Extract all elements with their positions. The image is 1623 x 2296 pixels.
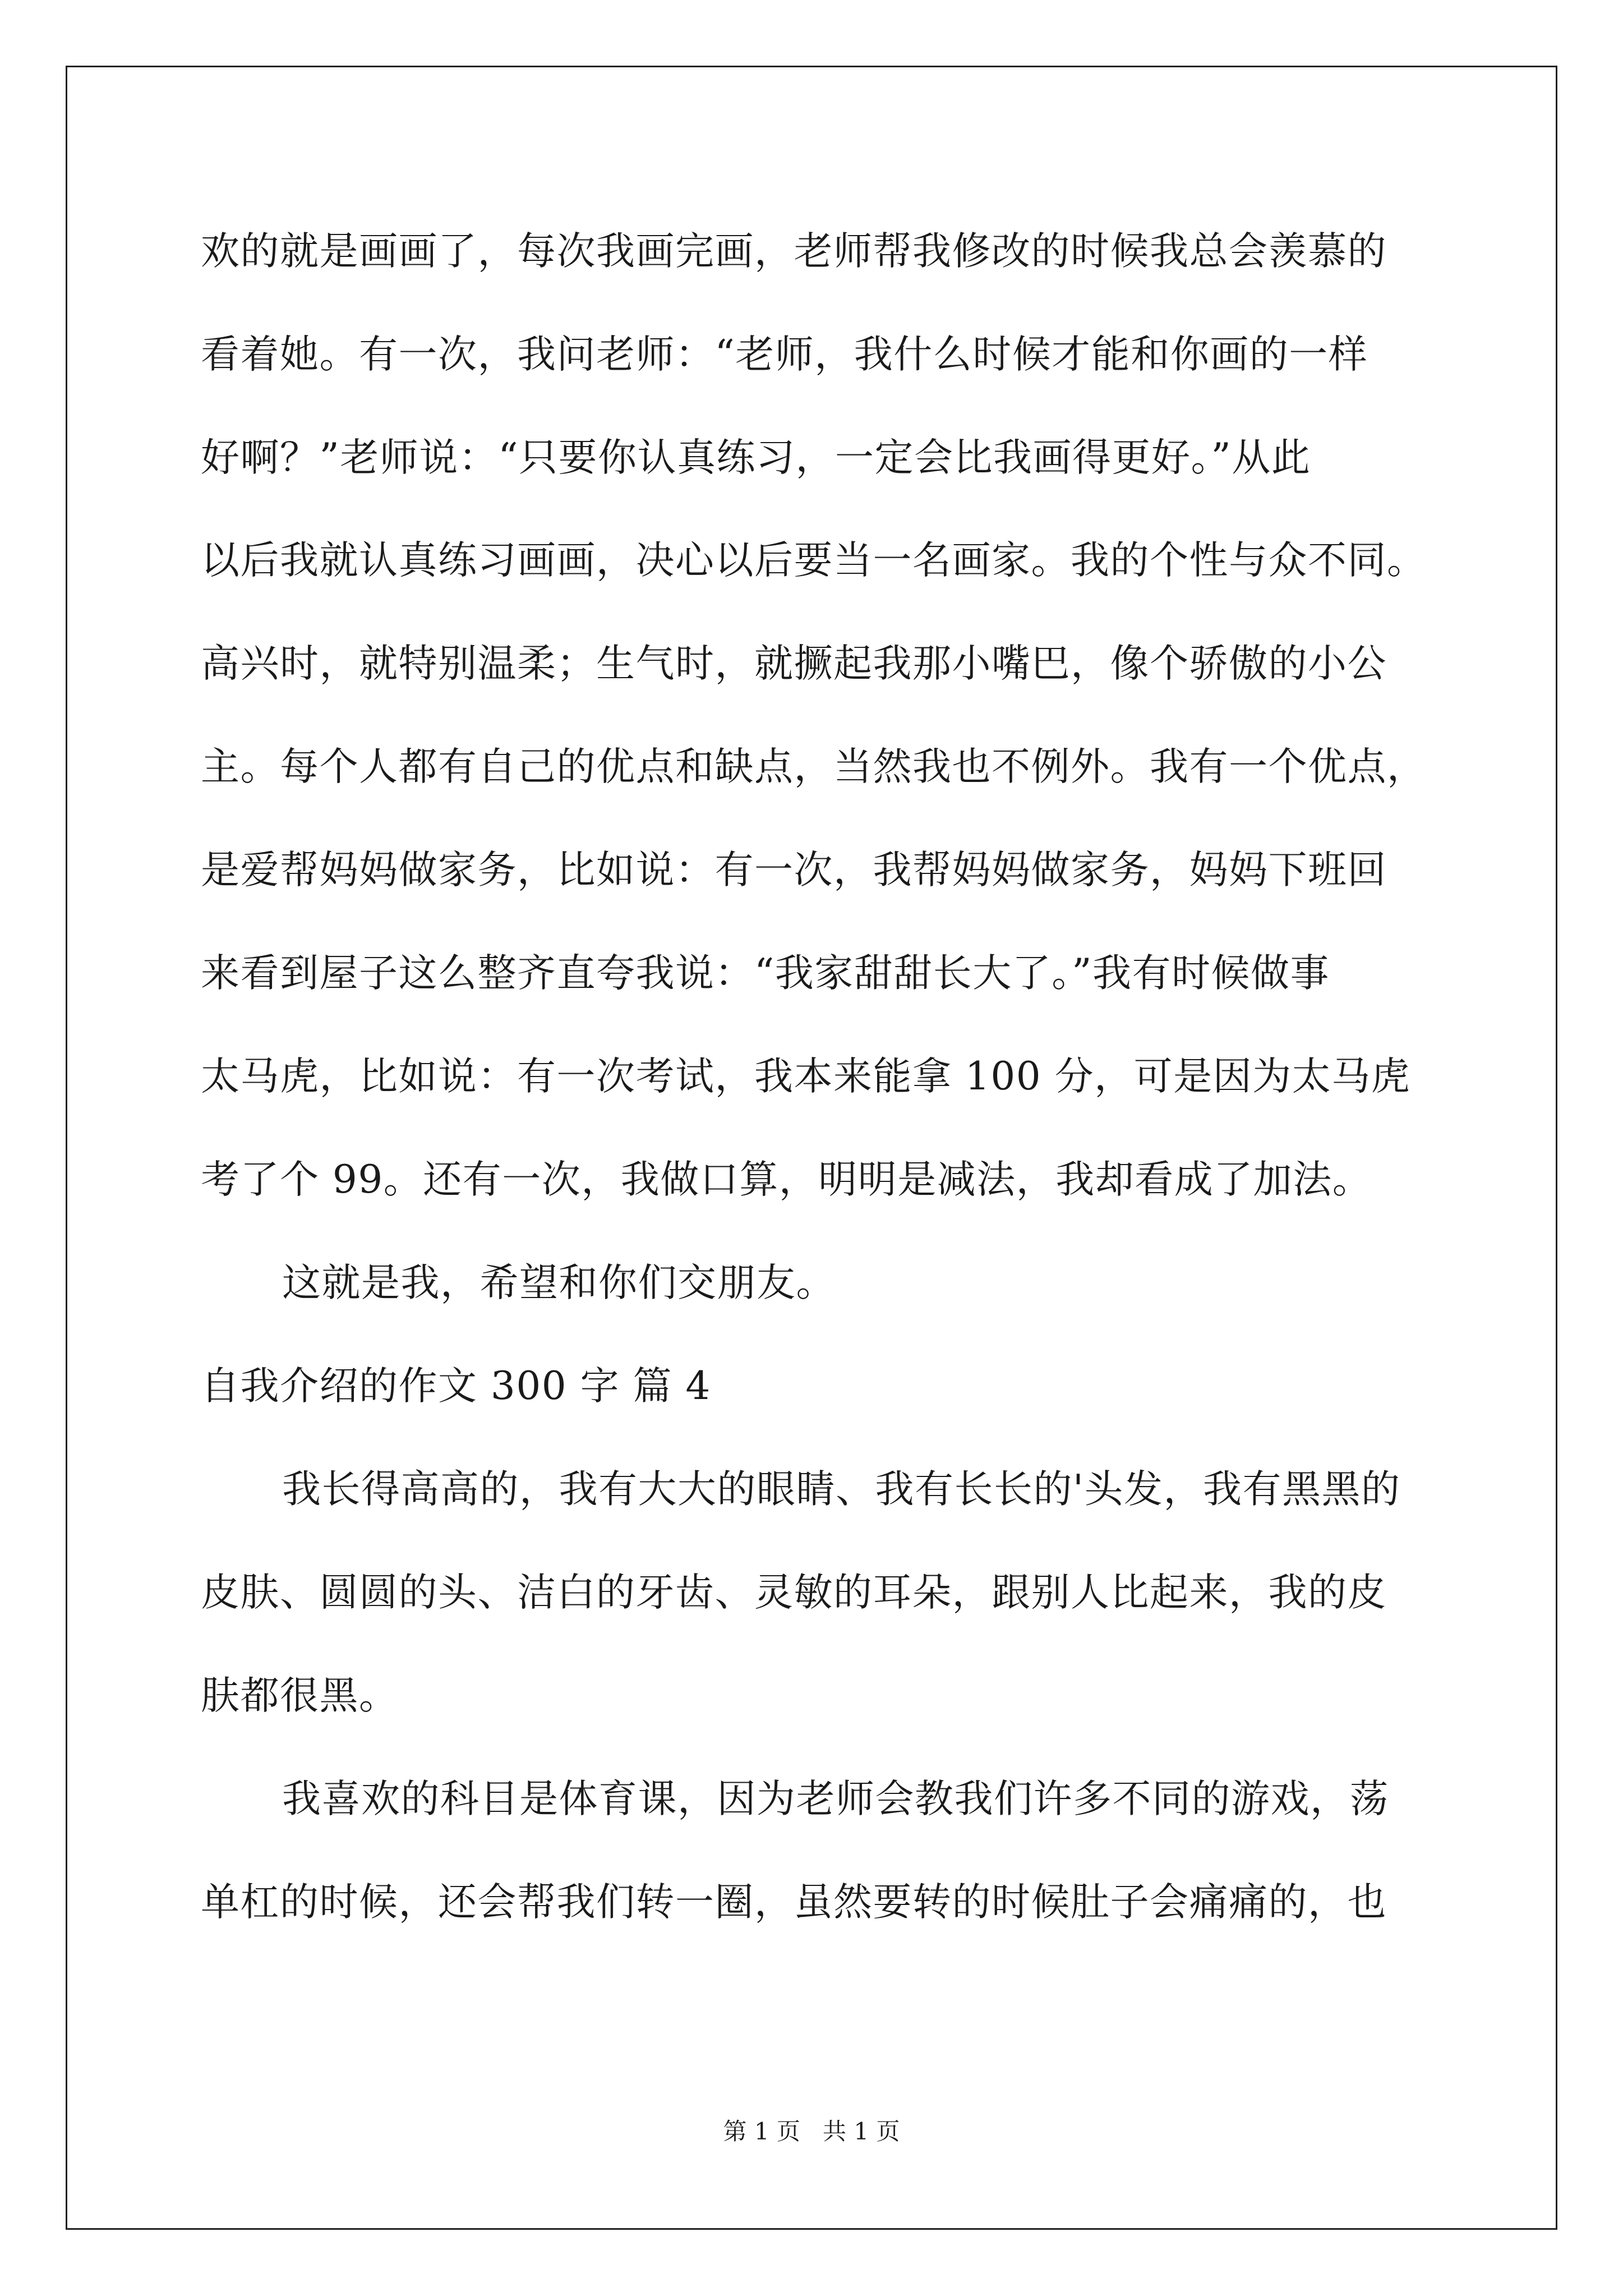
text-line: 我喜欢的科目是体育课，因为老师会教我们许多不同的游戏，荡 xyxy=(282,1777,1389,1821)
text-line: 以后我就认真练习画画，决心以后要当一名画家。我的个性与众不同。 xyxy=(201,538,1427,583)
text-line: 皮肤、圆圆的头、洁白的牙齿、灵敏的耳朵，跟别人比起来，我的皮 xyxy=(201,1570,1387,1615)
page-footer: 第 1 页 共 1 页 xyxy=(723,2118,900,2145)
text-line: 好啊？”老师说：“只要你认真练习，一定会比我画得更好。”从此 xyxy=(201,435,1311,480)
section-heading: 自我介绍的作文 300 字 篇 4 xyxy=(201,1364,711,1409)
text-line: 太马虎，比如说：有一次考试，我本来能拿 100 分，可是因为太马虎 xyxy=(201,1054,1411,1099)
text-line: 这就是我，希望和你们交朋友。 xyxy=(282,1260,836,1305)
text-line: 看着她。有一次，我问老师：“老师，我什么时候才能和你画的一样 xyxy=(201,332,1368,377)
text-line: 是爱帮妈妈做家务，比如说：有一次，我帮妈妈做家务，妈妈下班回 xyxy=(201,848,1387,892)
text-line: 肤都很黑。 xyxy=(201,1673,399,1718)
text-line: 单杠的时候，还会帮我们转一圈，虽然要转的时候肚子会痛痛的，也 xyxy=(201,1880,1387,1925)
text-line: 考了个 99。还有一次，我做口算，明明是减法，我却看成了加法。 xyxy=(201,1157,1372,1202)
text-line: 主。每个人都有自己的优点和缺点，当然我也不例外。我有一个优点， xyxy=(201,744,1427,789)
text-line: 高兴时，就特别温柔；生气时，就撅起我那小嘴巴，像个骄傲的小公 xyxy=(201,641,1387,686)
text-line: 我长得高高的，我有大大的眼睛、我有长长的'头发，我有黑黑的 xyxy=(282,1467,1401,1512)
text-line: 来看到屋子这么整齐直夸我说：“我家甜甜长大了。”我有时候做事 xyxy=(201,951,1330,996)
text-line: 欢的就是画画了，每次我画完画，老师帮我修改的时候我总会羡慕的 xyxy=(201,229,1387,274)
